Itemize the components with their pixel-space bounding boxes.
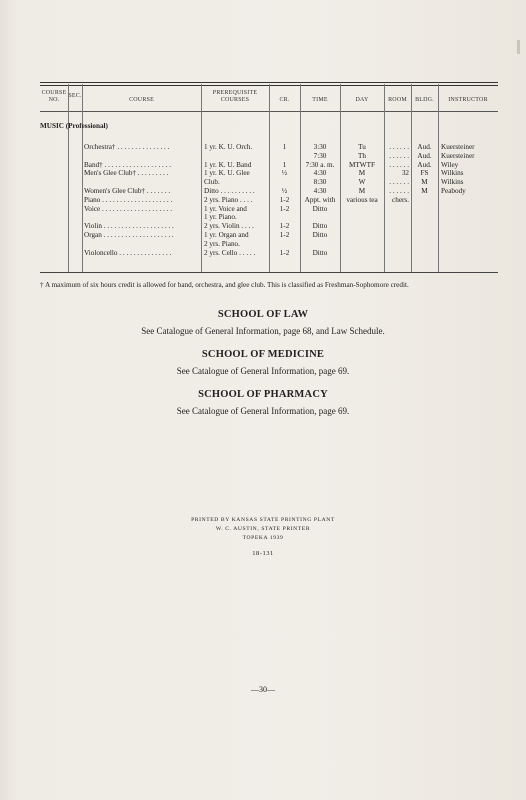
table-cell-time: 4:30 [313,187,327,195]
table-cell-prereq: 1 yr. K. U. Band [204,160,252,169]
school-desc: See Catalogue of General Information, page 69. [176,406,350,416]
table-cell-prereq: 1 yr. Piano. [204,213,237,222]
table-cell-instructor: Kuersteiner [441,151,475,160]
table-cell-prereq: Club. [204,178,220,187]
table-cell-cr: ½ [281,169,288,178]
table-cell-room: . . . . . . [389,160,409,169]
table-cell-course: Men's Glee Club† . . . . . . . . . [84,169,169,178]
header-cr: CR. [279,97,290,103]
table-cell-prereq: 1 yr. Organ and [204,231,249,239]
table-cell-cr: ½ [281,187,288,195]
school-law [0,309,526,336]
school-title: SCHOOL OF PHARMACY [198,389,328,400]
header-time: TIME [312,97,328,103]
table-cell-cr: 1-2 [279,204,290,213]
table-cell-time: Ditto [312,204,328,213]
school-title: SCHOOL OF LAW [217,309,309,320]
table-cell-bldg: Aud. [417,151,432,160]
col-line [201,84,202,272]
table-cell-course: Orchestra† . . . . . . . . . . . . . . . [84,143,170,151]
col-line [438,84,439,272]
table-cell-time: 3:30 [313,143,327,151]
table-cell-course: Violin . . . . . . . . . . . . . . . . . . . . [84,222,174,231]
table-cell-day: M [358,187,366,195]
header-prereq: PREREQUISITE COURSES [212,90,258,103]
table-cell-room: 32 [401,169,409,178]
table-cell-time: 8:30 [313,178,327,187]
table-cell-prereq: Ditto . . . . . . . . . . [204,187,255,195]
table-cell-prereq: 2 yrs. Piano . . . . [204,195,253,204]
school-desc: See Catalogue of General Information, page 69. [176,366,350,376]
table-cell-course: Violoncello . . . . . . . . . . . . . . . [84,248,172,257]
footnote: † A maximum of six hours credit is allowed for band, orchestra, and glee club. This is classified as Freshman-Sophomore credit. [40,281,409,289]
table-cell-time: Ditto [312,222,328,231]
col-line [82,84,83,272]
school-title: SCHOOL OF MEDICINE [201,349,325,360]
col-line [269,84,270,272]
table-cell-prereq: 1 yr. K. U. Orch. [204,143,253,151]
table-cell-course: Band† . . . . . . . . . . . . . . . . . . . [84,160,172,169]
table-cell-bldg: M [421,187,428,195]
table-cell-cr: 1-2 [279,231,290,239]
section-label: MUSIC (Professional) [40,122,108,130]
page-number: —30— [251,685,275,694]
table-cell-bldg: FS [420,169,429,178]
table-cell-room: . . . . . . [389,151,409,160]
table-cell-prereq: 2 yrs. Piano. [204,239,240,248]
header-day: DAY [355,97,369,103]
table-cell-time: 7:30 a. m. [305,160,335,169]
table-cell-cr: 1-2 [279,195,290,204]
table-cell-room: . . . . . . [389,187,409,195]
table-cell-instructor: Wilkins [441,169,464,178]
table-cell-day: MTWTF [349,160,375,169]
table-cell-time: Appt. with [304,195,336,204]
printer-line: TOPEKA 1939 [242,535,284,541]
table-cell-time: 4:30 [313,169,327,178]
table-cell-cr: 1 [282,160,287,169]
table-bottom-rule [40,272,498,273]
school-pharmacy [0,389,526,416]
header-instructor: INSTRUCTOR [448,97,488,103]
header-course-no: COURSE NO. [41,90,67,103]
header-course: COURSE [129,97,154,103]
table-cell-course: Piano . . . . . . . . . . . . . . . . . . . . [84,195,173,204]
table-cell-room: chers. [392,195,409,204]
table-cell-cr: 1-2 [279,248,290,257]
table-cell-time: 7:30 [313,151,327,160]
school-desc: See Catalogue of General Information, page 68, and Law Schedule. [141,326,385,336]
table-cell-bldg: M [421,178,428,187]
table-cell-day: M [358,169,366,178]
table-cell-bldg: Aud. [417,160,432,169]
header-bldg: BLDG. [415,97,434,103]
table-cell-instructor: Kuersteiner [441,143,475,151]
table-cell-prereq: 1 yr. Voice and [204,204,247,213]
printer-line: W. C. AUSTIN, STATE PRINTER [215,526,311,532]
table-cell-instructor: Wiley [441,160,459,169]
printer-line: PRINTED BY KANSAS STATE PRINTING PLANT [191,517,335,523]
printer-imprint [0,516,526,543]
header-sec: SEC. [68,93,82,99]
table-cell-cr: 1-2 [279,222,290,231]
col-line [68,84,69,272]
table-cell-time: Ditto [312,248,328,257]
table-cell-day: various tea [346,195,378,204]
table-cell-time: Ditto [312,231,328,239]
table-cell-bldg: Aud. [417,143,432,151]
table-cell-course: Organ . . . . . . . . . . . . . . . . . . . . [84,231,174,239]
binding-mark [517,40,520,54]
table-cell-course: Women's Glee Club† . . . . . . . [84,187,171,195]
table-cell-instructor: Wilkins [441,178,464,187]
table-cell-cr: 1 [282,143,287,151]
table-cell-prereq: 1 yr. K. U. Glee [204,169,250,178]
table-cell-prereq: 2 yrs. Violin . . . . [204,222,254,231]
table-cell-course: Voice . . . . . . . . . . . . . . . . . . . . [84,204,173,213]
table-top-rule [40,82,498,83]
table-cell-day: Th [358,151,366,160]
table-cell-prereq: 2 yrs. Cello . . . . . [204,248,256,257]
header-room: ROOM [388,97,407,103]
table-cell-room: . . . . . . [389,178,409,187]
school-medicine [0,349,526,376]
table-cell-room: . . . . . . [389,143,409,151]
table-cell-instructor: Peabody [441,187,466,195]
form-code: 18-131 [252,550,274,557]
table-cell-day: W [358,178,366,187]
table-cell-day: Tu [358,143,366,151]
